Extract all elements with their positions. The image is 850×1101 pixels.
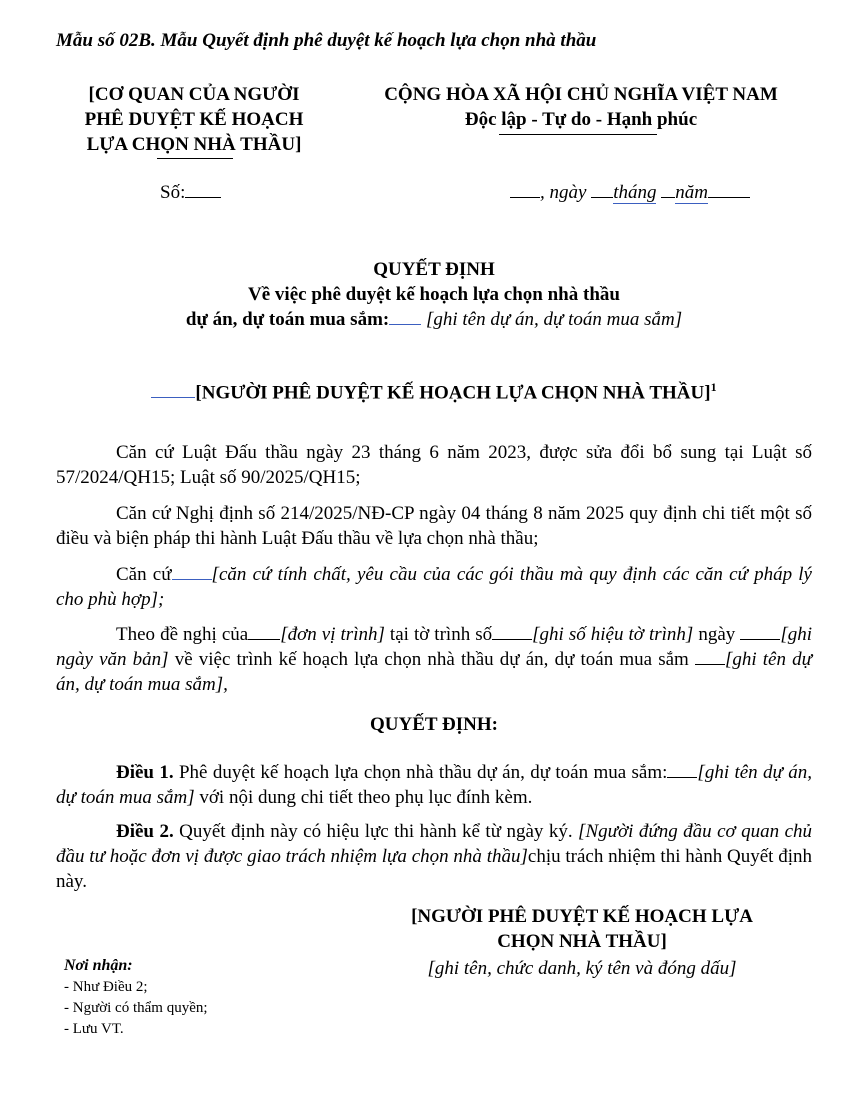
national-block: [352, 82, 810, 132]
p4-blank-1: [248, 638, 280, 640]
agency-line2: PHÊ DUYỆT KẾ HOẠCH: [84, 109, 304, 130]
article-2-text2: chịu trách nhiệm thi hành Quyết định này.: [56, 846, 812, 892]
p4-tail: về việc trình kế hoạch lựa chọn nhà thầu dự án, dự toán mua sắm: [168, 649, 695, 670]
article-2-label: Điều 2.: [116, 821, 174, 842]
title-block: [56, 257, 812, 332]
agency-underline: [157, 158, 233, 159]
document-number: [160, 182, 221, 204]
form-title: Mẫu số 02B. Mẫu Quyết định phê duyệt kế hoạch lựa chọn nhà thầu: [56, 30, 597, 51]
date-ngay: , ngày: [540, 182, 587, 203]
approver-heading: [56, 380, 812, 404]
national-underline: [499, 134, 657, 135]
number-blank: [185, 196, 221, 198]
p4-number: [ghi số hiệu tờ trình]: [532, 624, 694, 645]
signature-note: [ghi tên, chức danh, ký tên và đóng dấu]: [427, 958, 737, 979]
recipient-item: - Lưu VT.: [64, 1021, 124, 1037]
month-blank: [661, 196, 675, 198]
article-1: [56, 760, 812, 810]
p4-date: [ghi ngày văn bản]: [56, 624, 813, 670]
date-line: [510, 182, 750, 204]
p4-mid: tại tờ trình số: [384, 624, 493, 645]
article-2-text: Quyết định này có hiệu lực thi hành kể từ ngày ký.: [173, 821, 579, 842]
p4-blank-3: [740, 638, 780, 640]
p4-blank-4: [695, 663, 725, 665]
agency-block: [56, 82, 332, 157]
number-label: Số:: [160, 182, 186, 203]
p4-project: [ghi tên dự án, dự toán mua sắm],: [56, 649, 812, 695]
article-1-blank: [667, 776, 697, 778]
recipients-title: Nơi nhận:: [64, 957, 133, 974]
article-1-label: Điều 1.: [116, 762, 174, 783]
p4-unit: [đơn vị trình]: [280, 624, 385, 645]
paragraph-legal-basis-1: Căn cứ Luật Đấu thầu ngày 23 tháng 6 năm 2023, được sửa đổi bổ sung tại Luật số 57/2024/QH15; Luật số 90/2025/QH15;: [56, 442, 812, 488]
recipient-item: - Như Điều 2;: [64, 979, 148, 995]
title-sub2-italic: [ghi tên dự án, dự toán mua sắm]: [425, 309, 683, 330]
agency-line3: LỰA CHỌN NHÀ THẦU]: [86, 134, 302, 155]
approver-footnote: 1: [710, 380, 717, 394]
title-blank: [389, 323, 421, 325]
paragraph-proposal: [56, 622, 812, 697]
decision-heading: QUYẾT ĐỊNH:: [370, 714, 498, 735]
article-2: [56, 819, 812, 894]
agency-line1: [CƠ QUAN CỦA NGƯỜI: [88, 84, 300, 105]
paragraph-legal-basis-3: [56, 562, 812, 612]
paragraph-legal-basis-2: Căn cứ Nghị định số 214/2025/NĐ-CP ngày 04 tháng 8 năm 2025 quy định chi tiết một số điều và biện pháp thi hành Luật Đấu thầu về lựa chọn nhà thầu;: [56, 503, 812, 549]
date-nam: năm: [675, 182, 708, 203]
title-sub2-bold: dự án, dự toán mua sắm:: [185, 309, 390, 330]
day-blank: [591, 196, 613, 198]
recipient-item: - Người có thẩm quyền;: [64, 1000, 208, 1016]
article-1-text2: với nội dung chi tiết theo phụ lục đính kèm.: [194, 787, 533, 808]
title-main: QUYẾT ĐỊNH: [373, 259, 495, 280]
approver-blank: [151, 396, 195, 398]
approver-heading-text: [NGƯỜI PHÊ DUYỆT KẾ HOẠCH LỰA CHỌN NHÀ THẦU]: [195, 382, 711, 404]
signature-line1: [NGƯỜI PHÊ DUYỆT KẾ HOẠCH LỰA: [411, 906, 753, 927]
p4-blank-2: [492, 638, 532, 640]
p3-blank: [172, 578, 212, 580]
signature-block: [360, 904, 804, 981]
year-blank: [708, 196, 750, 198]
article-1-text: Phê duyệt kế hoạch lựa chọn nhà thầu dự án, dự toán mua sắm:: [173, 762, 668, 783]
place-blank: [510, 196, 540, 198]
signature-line2: CHỌN NHÀ THẦU]: [497, 931, 667, 952]
national-line2: Độc lập - Tự do - Hạnh phúc: [464, 109, 698, 130]
p4-lead: Theo đề nghị của: [116, 624, 249, 645]
article-1-italic: [ghi tên dự án, dự toán mua sắm]: [56, 762, 813, 808]
p3-lead: Căn cứ: [116, 564, 172, 585]
article-2-italic: [Người đứng đầu cơ quan chủ đầu tư hoặc đơn vị được giao trách nhiệm lựa chọn nhà thầu]: [56, 821, 813, 867]
p3-italic: [căn cứ tính chất, yêu cầu của các gói thầu mà quy định các căn cứ pháp lý cho phù hợp];: [56, 564, 812, 610]
national-line1: CỘNG HÒA XÃ HỘI CHỦ NGHĨA VIỆT NAM: [384, 84, 778, 105]
date-thang: tháng: [613, 182, 657, 203]
title-sub2: [56, 307, 812, 332]
title-sub1: Về việc phê duyệt kế hoạch lựa chọn nhà thầu: [248, 284, 620, 305]
p4-day: ngày: [693, 624, 736, 645]
recipients-block: [64, 955, 208, 1040]
